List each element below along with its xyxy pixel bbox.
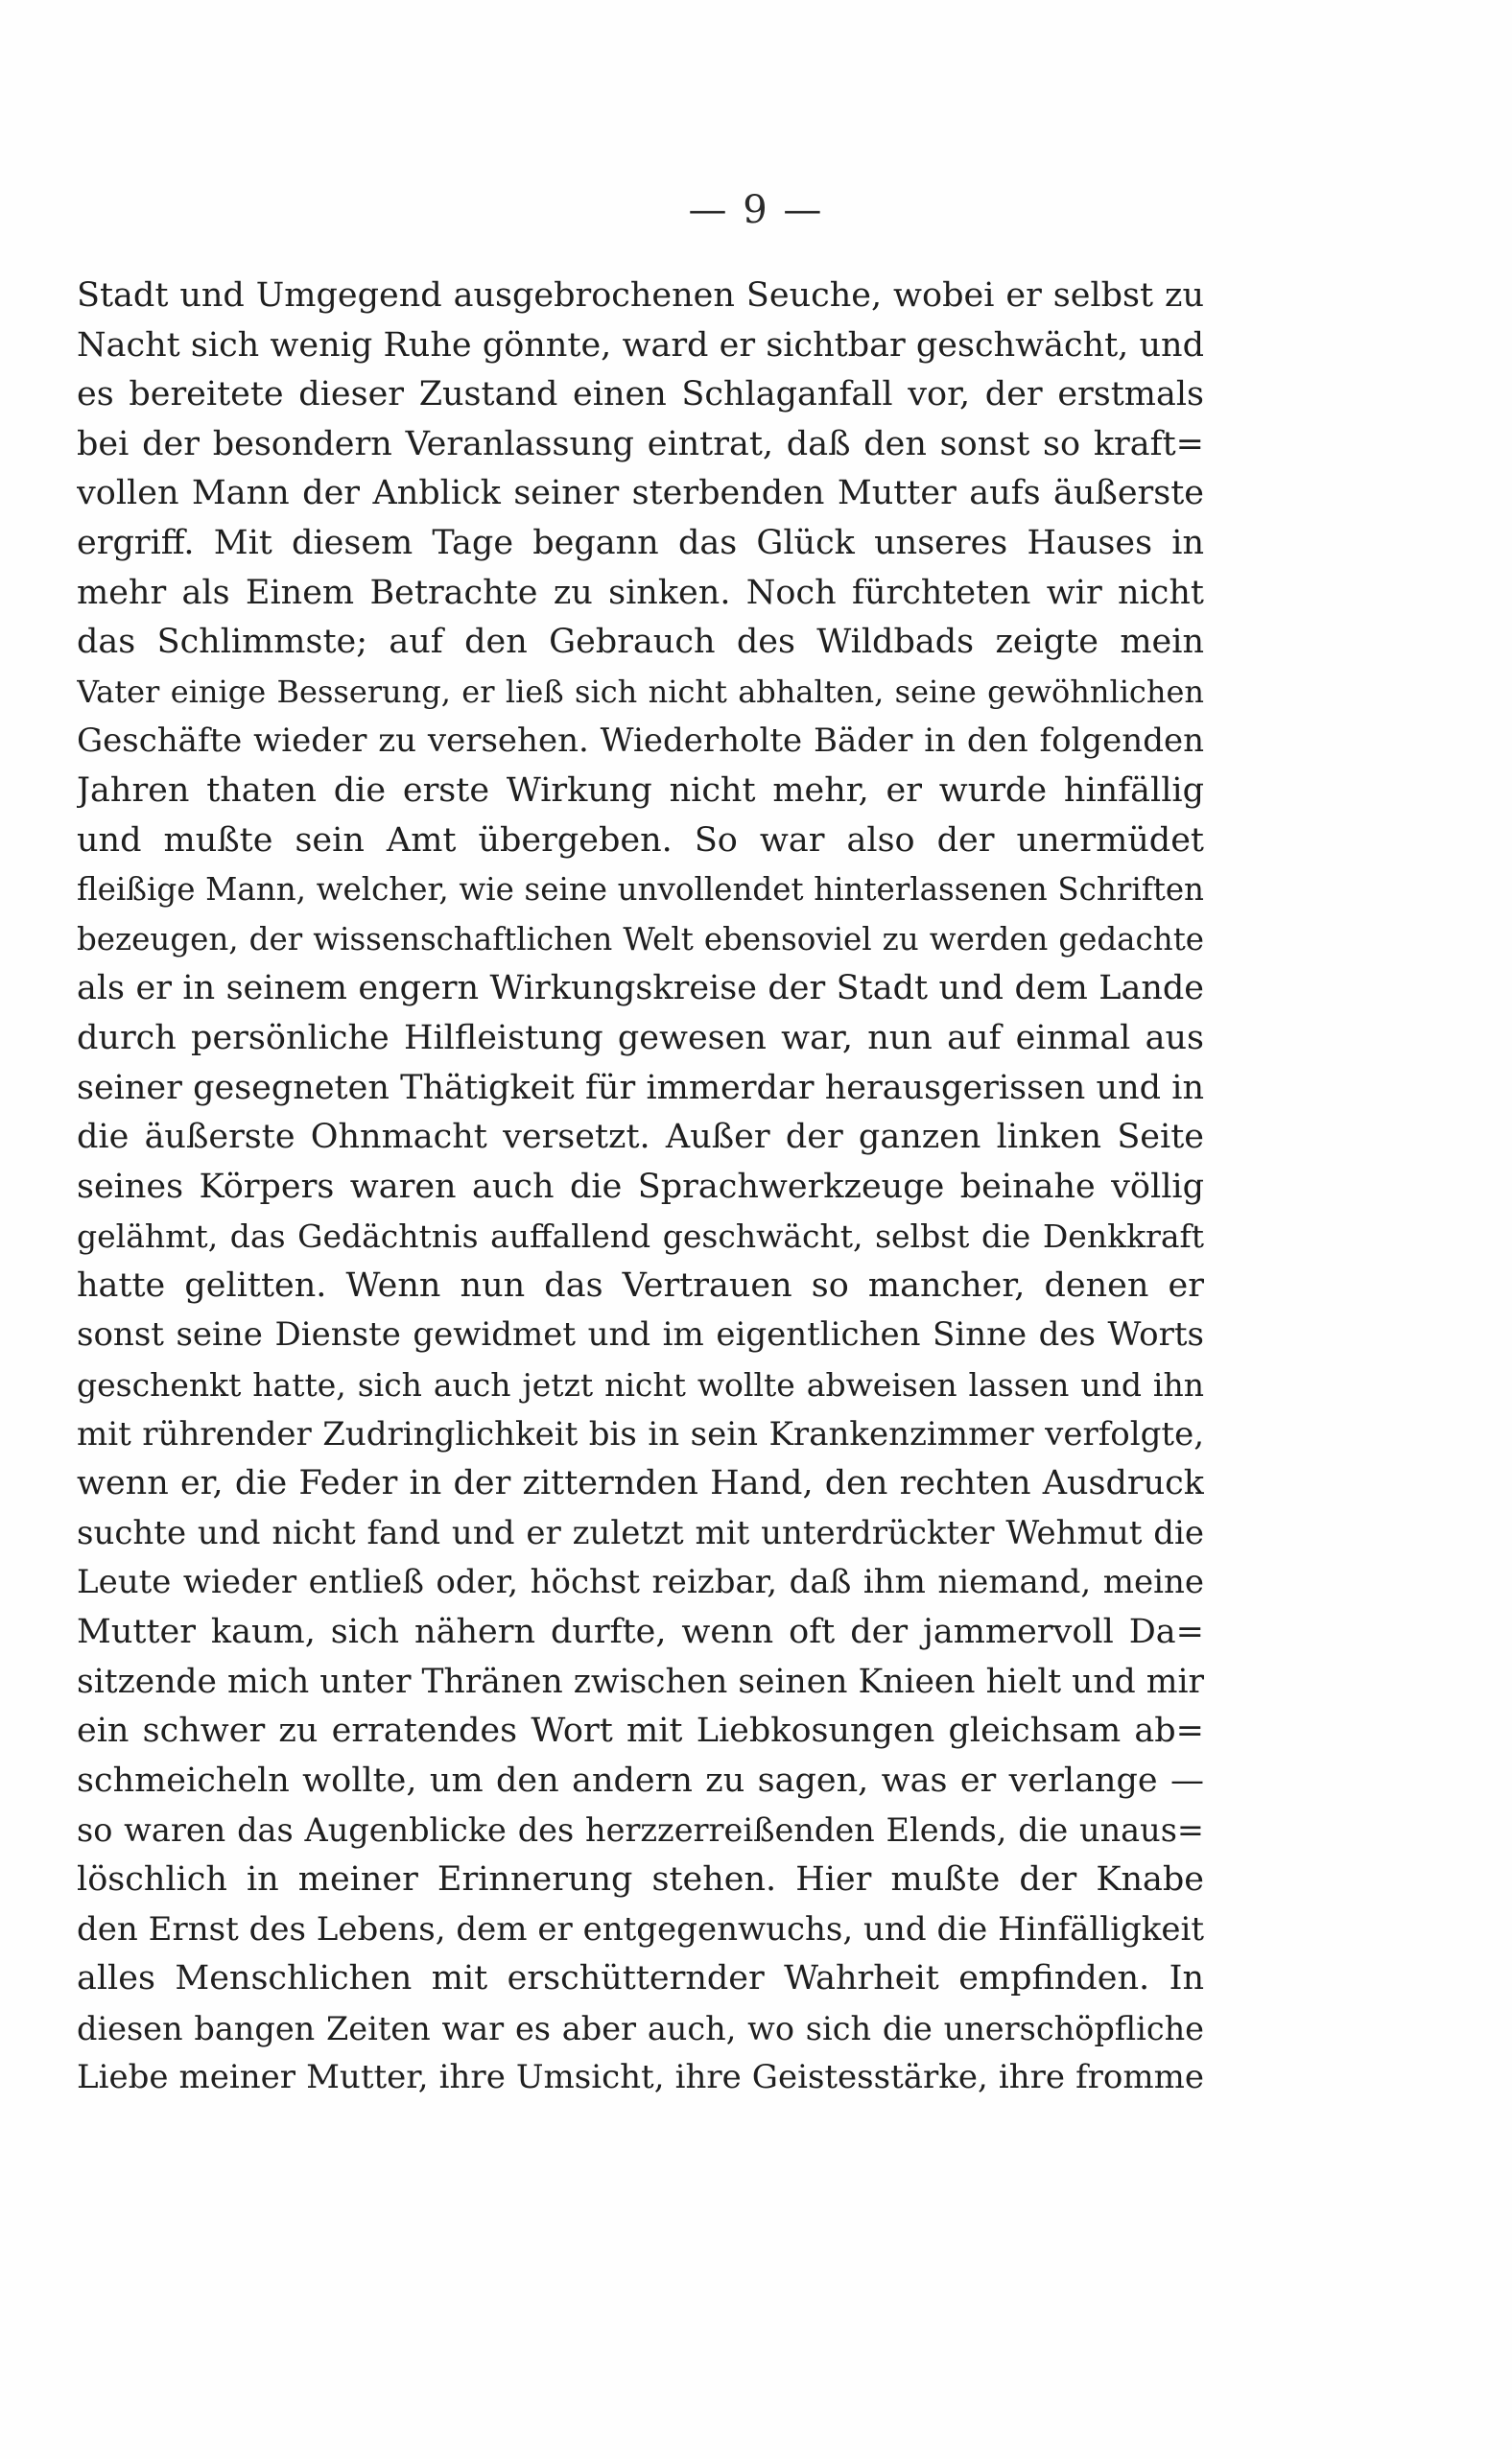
- text-line: gelähmt, das Gedächtnis auffallend geschwächt, selbst die Denkkraft: [77, 1218, 1204, 1256]
- text-line: diesen bangen Zeiten war es aber auch, wo sich die unerschöpfliche: [77, 2009, 1204, 2047]
- text-line: bei der besondern Veranlassung eintrat, daß den sonst so kraft=: [77, 424, 1204, 463]
- text-line: das Schlimmste; auf den Gebrauch des Wildbads zeigte mein: [77, 623, 1204, 662]
- text-line: ergriff. Mit diesem Tage begann das Glück unseres Hauses in: [77, 523, 1204, 562]
- text-line: fleißige Mann, welcher, wie seine unvollendet hinterlassenen Schriften: [77, 871, 1204, 909]
- text-line: Mutter kaum, sich nähern durfte, wenn oft der jammervoll Da=: [77, 1613, 1204, 1652]
- text-line: als er in seinem engern Wirkungskreise der Stadt und dem Lande: [77, 969, 1204, 1008]
- text-line: Vater einige Besserung, er ließ sich nicht abhalten, seine gewöhnlichen: [77, 673, 1204, 710]
- text-line: und mußte sein Amt übergeben. So war also der unermüdet: [77, 820, 1204, 860]
- text-line: Leute wieder entließ oder, höchst reizbar, daß ihm niemand, meine: [77, 1563, 1204, 1602]
- text-line: geschenkt hatte, sich auch jetzt nicht wollte abweisen lassen und ihn: [77, 1366, 1204, 1405]
- text-line: durch persönliche Hilfleistung gewesen war, nun auf einmal aus: [77, 1018, 1204, 1057]
- text-line: sonst seine Dienste gewidmet und im eigentlichen Sinne des Worts: [77, 1315, 1204, 1355]
- text-line: Jahren thaten die erste Wirkung nicht mehr, er wurde hinfällig: [77, 770, 1204, 810]
- text-line: löschlich in meiner Erinnerung stehen. Hier mußte der Knabe: [77, 1860, 1204, 1899]
- text-line: suchte und nicht fand und er zuletzt mit unterdrückter Wehmut die: [77, 1513, 1204, 1552]
- text-line: seiner gesegneten Thätigkeit für immerdar herausgerissen und in: [77, 1068, 1204, 1107]
- text-line: die äußerste Ohnmacht versetzt. Außer der ganzen linken Seite: [77, 1118, 1204, 1157]
- text-line: den Ernst des Lebens, dem er entgegenwuchs, und die Hinfälligkeit: [77, 1909, 1204, 1949]
- text-line: seines Körpers waren auch die Sprachwerkzeuge beinahe völlig: [77, 1167, 1204, 1206]
- text-line: alles Menschlichen mit erschütternder Wahrheit empfinden. In: [77, 1959, 1204, 1998]
- text-line: Stadt und Umgegend ausgebrochenen Seuche, wobei er selbst zu: [77, 276, 1204, 315]
- text-line: es bereitete dieser Zustand einen Schlaganfall vor, der erstmals: [77, 375, 1204, 414]
- text-line: sitzende mich unter Thränen zwischen seinen Knieen hielt und mir: [77, 1662, 1204, 1701]
- text-line: bezeugen, der wissenschaftlichen Welt ebensoviel zu werden gedachte: [77, 920, 1204, 958]
- text-line: ein schwer zu erratendes Wort mit Liebkosungen gleichsam ab=: [77, 1712, 1204, 1751]
- text-line: so waren das Augenblicke des herzzerreißenden Elends, die unaus=: [77, 1811, 1204, 1850]
- text-line: mehr als Einem Betrachte zu sinken. Noch fürchteten wir nicht: [77, 573, 1204, 612]
- page-number: — 9 —: [688, 188, 824, 232]
- text-line: vollen Mann der Anblick seiner sterbenden Mutter aufs äußerste: [77, 474, 1204, 513]
- text-line: schmeicheln wollte, um den andern zu sagen, was er verlange —: [77, 1761, 1204, 1800]
- text-line: Liebe meiner Mutter, ihre Umsicht, ihre Geistesstärke, ihre fromme: [77, 2058, 1204, 2097]
- text-line: hatte gelitten. Wenn nun das Vertrauen so mancher, denen er: [77, 1265, 1204, 1305]
- text-line: mit rührender Zudringlichkeit bis in sein Krankenzimmer verfolgte,: [77, 1414, 1204, 1454]
- body-text: [77, 272, 1204, 2103]
- text-line: Nacht sich wenig Ruhe gönnte, ward er sichtbar geschwächt, und: [77, 325, 1204, 365]
- text-line: Geschäfte wieder zu versehen. Wiederholte Bäder in den folgenden: [77, 721, 1204, 761]
- text-line: wenn er, die Feder in der zitternden Hand, den rechten Ausdruck: [77, 1464, 1204, 1503]
